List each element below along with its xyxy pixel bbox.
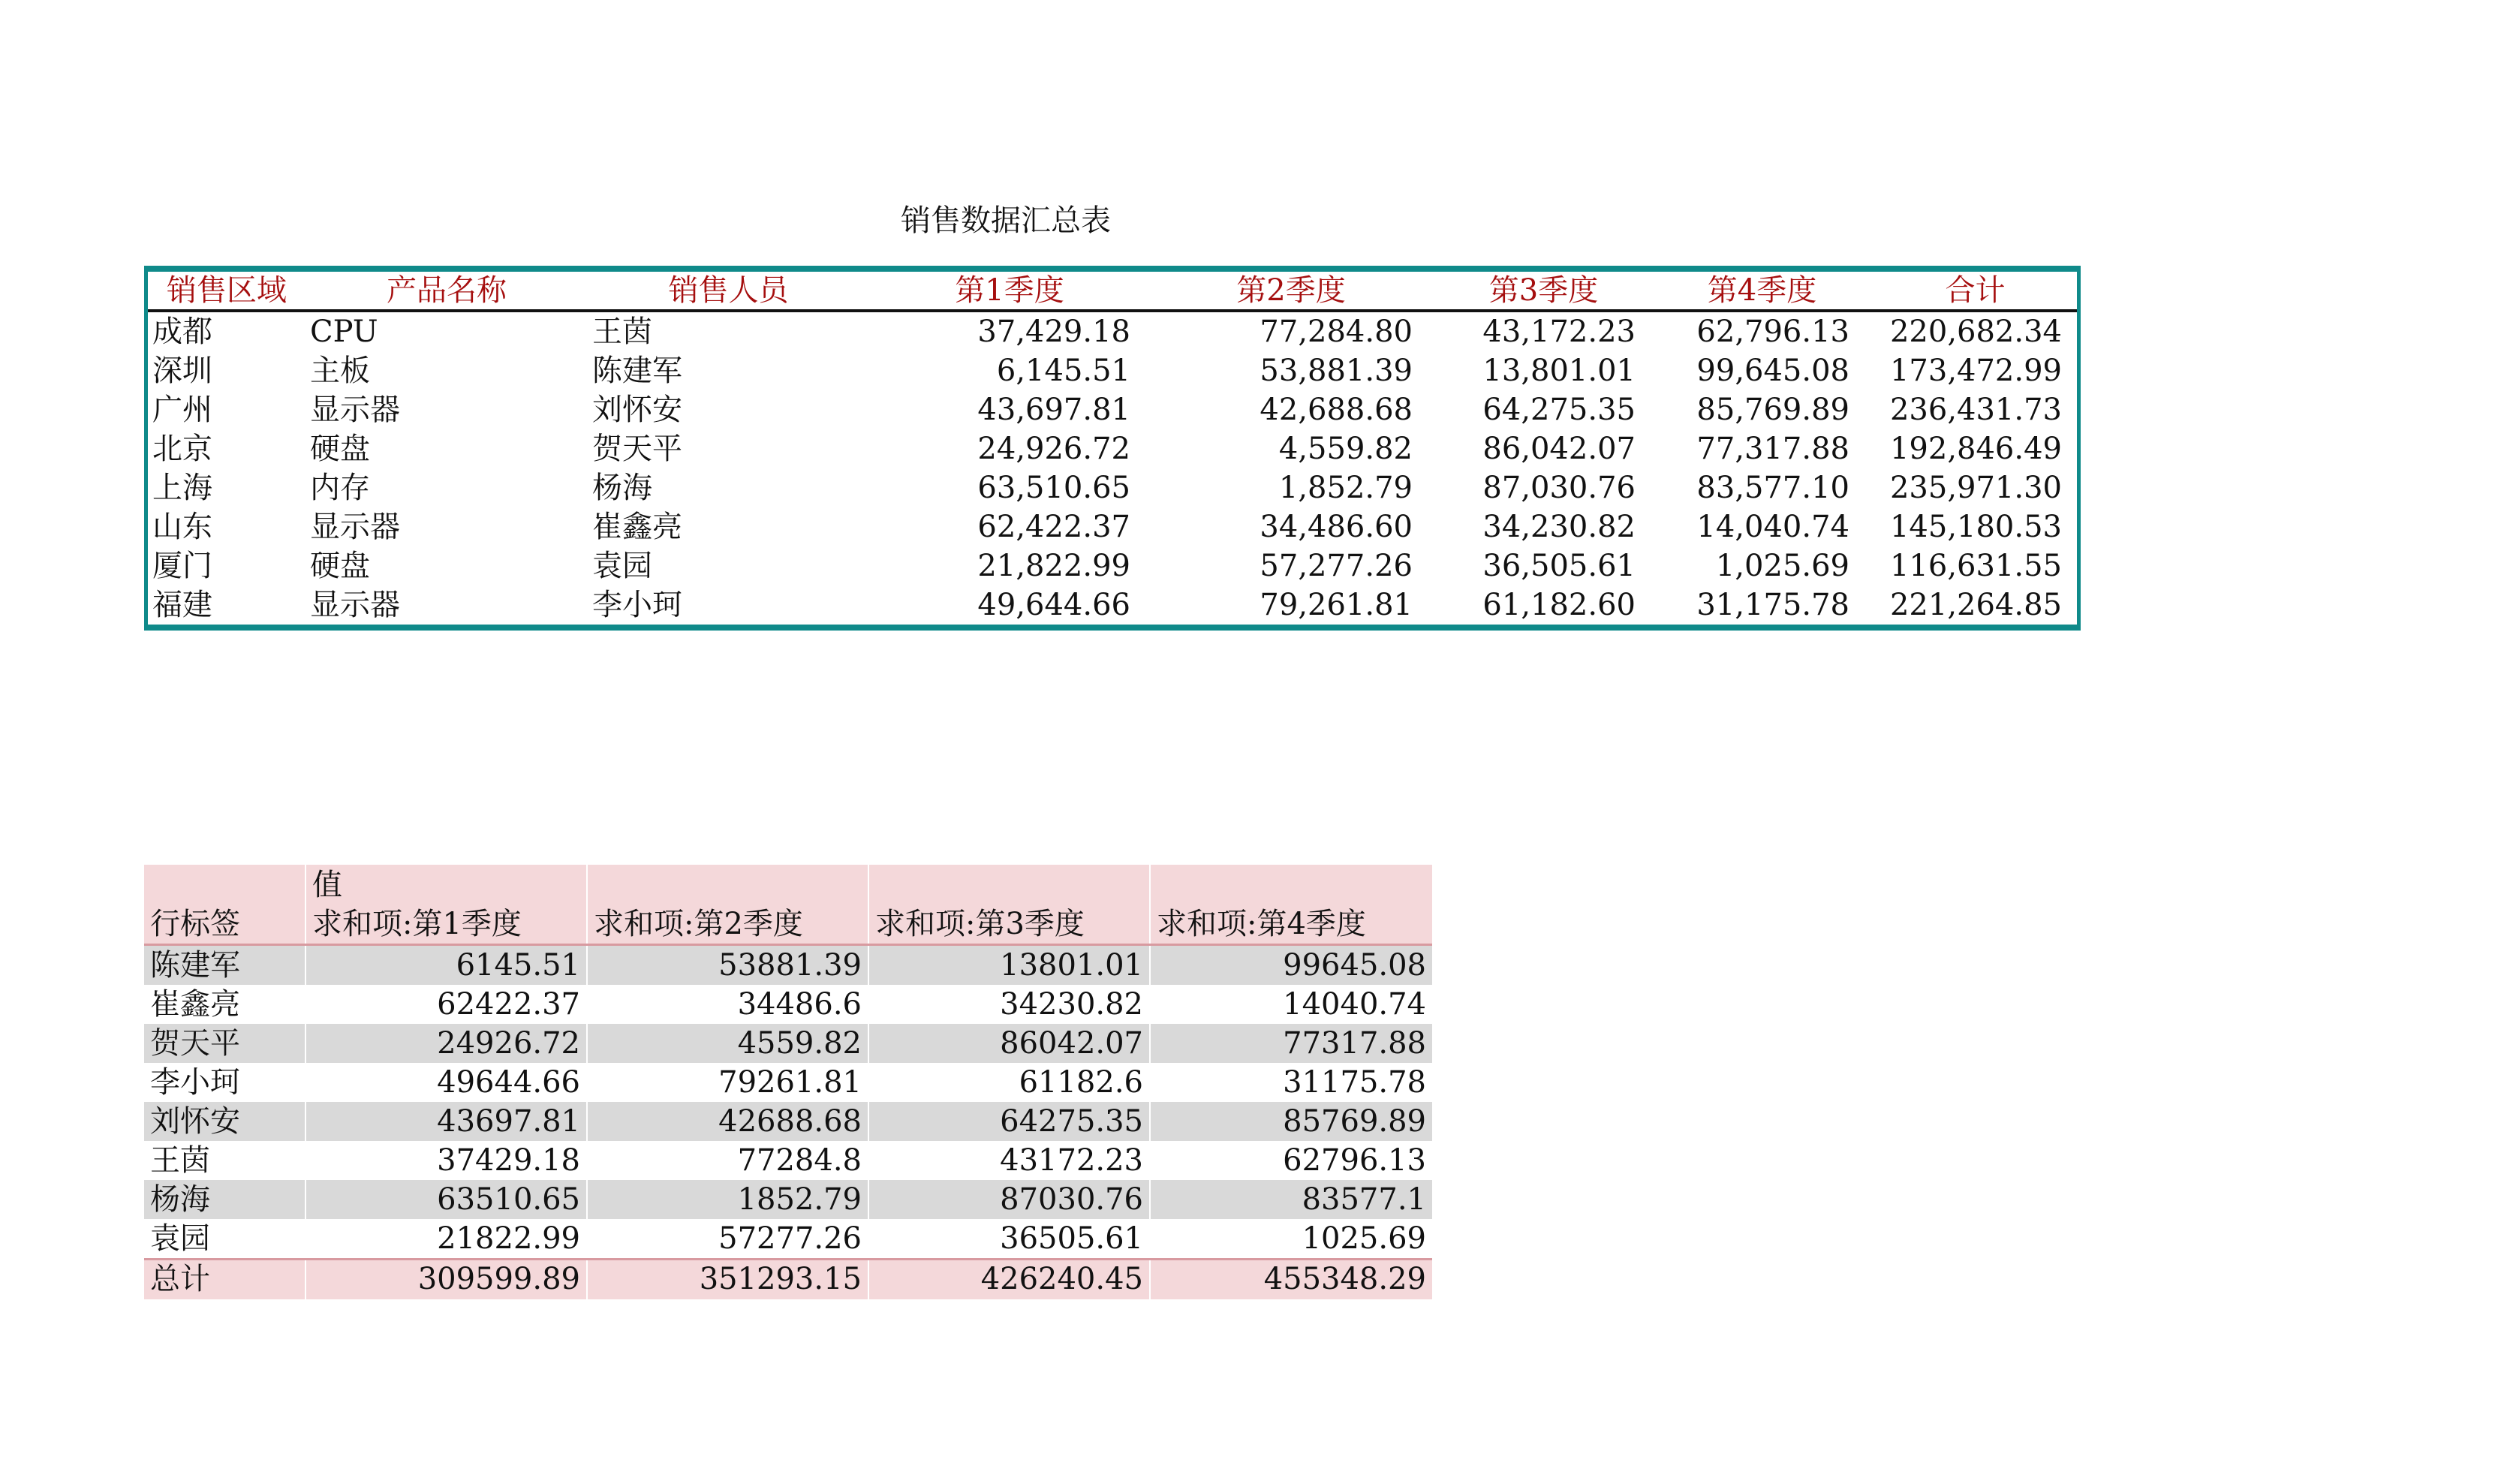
summary-cell[interactable]: 袁园 xyxy=(592,549,652,583)
pivot-value-cell[interactable]: 36505.61 xyxy=(869,1219,1151,1258)
summary-cell[interactable]: 42,688.68 xyxy=(1260,393,1413,427)
pivot-value-cell[interactable]: 14040.74 xyxy=(1151,985,1432,1024)
pivot-value-cell[interactable]: 79261.81 xyxy=(588,1063,869,1102)
pivot-value-cell[interactable]: 83577.1 xyxy=(1151,1180,1432,1219)
pivot-value-cell[interactable]: 42688.68 xyxy=(588,1102,869,1141)
pivot-row-label[interactable]: 崔鑫亮 xyxy=(144,985,306,1024)
pivot-value-cell[interactable]: 64275.35 xyxy=(869,1102,1151,1141)
summary-cell[interactable]: 硬盘 xyxy=(310,549,370,583)
pivot-row-label-header-text: 行标签 xyxy=(150,907,240,941)
summary-cell[interactable]: 77,284.80 xyxy=(1260,315,1413,349)
pivot-header-cell[interactable] xyxy=(1151,865,1432,944)
summary-cell[interactable]: 57,277.26 xyxy=(1260,549,1413,583)
summary-cell[interactable]: 220,682.34 xyxy=(1889,315,2062,349)
pivot-value-cell[interactable]: 49644.66 xyxy=(306,1063,588,1102)
pivot-value-cell[interactable]: 87030.76 xyxy=(869,1180,1151,1219)
pivot-value-cell[interactable]: 34230.82 xyxy=(869,985,1151,1024)
pivot-value-cell[interactable]: 61182.6 xyxy=(869,1063,1151,1102)
header-cell[interactable]: 销售区域 xyxy=(167,273,287,308)
summary-cell[interactable]: 杨海 xyxy=(592,471,652,505)
summary-row xyxy=(148,546,2077,585)
summary-cell[interactable]: 221,264.85 xyxy=(1889,588,2062,622)
pivot-row-label[interactable]: 王茵 xyxy=(144,1141,306,1180)
summary-cell[interactable]: 236,431.73 xyxy=(1889,393,2062,427)
summary-cell[interactable]: 21,822.99 xyxy=(977,549,1130,583)
summary-cell[interactable]: 87,030.76 xyxy=(1482,471,1636,505)
pivot-total-cell[interactable]: 351293.15 xyxy=(588,1260,869,1299)
summary-cell[interactable]: 13,801.01 xyxy=(1482,354,1636,388)
summary-cell[interactable]: 34,230.82 xyxy=(1482,510,1636,544)
pivot-value-cell[interactable]: 53881.39 xyxy=(588,946,869,985)
summary-cell[interactable]: 崔鑫亮 xyxy=(592,510,682,544)
pivot-value-cell[interactable]: 6145.51 xyxy=(306,946,588,985)
pivot-row-label[interactable]: 陈建军 xyxy=(144,946,306,985)
pivot-header-cell[interactable] xyxy=(306,865,588,944)
pivot-row xyxy=(144,985,1432,1024)
header-cell[interactable]: 第1季度 xyxy=(955,273,1064,308)
summary-cell[interactable]: 上海 xyxy=(152,471,212,505)
pivot-row-label[interactable]: 杨海 xyxy=(144,1180,306,1219)
summary-cell[interactable]: 陈建军 xyxy=(592,354,682,388)
pivot-row xyxy=(144,1024,1432,1063)
summary-cell[interactable]: 49,644.66 xyxy=(977,588,1130,622)
summary-cell[interactable]: 36,505.61 xyxy=(1482,549,1636,583)
pivot-value-cell[interactable]: 99645.08 xyxy=(1151,946,1432,985)
pivot-row-label[interactable]: 刘怀安 xyxy=(144,1102,306,1141)
header-cell[interactable]: 销售人员 xyxy=(668,273,789,308)
pivot-total-cell[interactable]: 309599.89 xyxy=(306,1260,588,1299)
pivot-total-row xyxy=(144,1258,1432,1299)
summary-cell[interactable]: 14,040.74 xyxy=(1696,510,1849,544)
summary-cell[interactable]: 刘怀安 xyxy=(592,393,682,427)
pivot-value-cell[interactable]: 57277.26 xyxy=(588,1219,869,1258)
pivot-header-text: 求和项:第4季度 xyxy=(1157,907,1366,941)
summary-cell[interactable]: 64,275.35 xyxy=(1482,393,1636,427)
pivot-value-cell[interactable]: 1025.69 xyxy=(1151,1219,1432,1258)
pivot-total-cell[interactable]: 426240.45 xyxy=(869,1260,1151,1299)
summary-cell[interactable]: 成都 xyxy=(152,315,212,349)
summary-cell[interactable]: 硬盘 xyxy=(310,432,370,466)
pivot-header-cell[interactable] xyxy=(869,865,1151,944)
summary-cell[interactable]: 显示器 xyxy=(310,510,400,544)
summary-cell[interactable]: 31,175.78 xyxy=(1696,588,1849,622)
summary-cell[interactable]: 116,631.55 xyxy=(1889,549,2062,583)
header-cell[interactable]: 第3季度 xyxy=(1488,273,1599,308)
summary-cell[interactable]: 4,559.82 xyxy=(1278,432,1413,466)
summary-cell[interactable]: 83,577.10 xyxy=(1696,471,1849,505)
summary-cell[interactable]: 显示器 xyxy=(310,393,400,427)
summary-cell[interactable]: 77,317.88 xyxy=(1696,432,1849,466)
pivot-row-label[interactable]: 袁园 xyxy=(144,1219,306,1258)
pivot-value-cell[interactable]: 85769.89 xyxy=(1151,1102,1432,1141)
summary-cell[interactable]: 内存 xyxy=(310,471,370,505)
pivot-header-text: 求和项:第2季度 xyxy=(594,907,803,941)
summary-row xyxy=(148,429,2077,468)
pivot-value-cell[interactable]: 43697.81 xyxy=(306,1102,588,1141)
pivot-value-cell[interactable]: 86042.07 xyxy=(869,1024,1151,1063)
pivot-row-label-header[interactable] xyxy=(144,865,306,944)
pivot-total-label[interactable]: 总计 xyxy=(144,1260,306,1299)
summary-cell[interactable]: 王茵 xyxy=(592,315,652,349)
pivot-header-row xyxy=(144,865,1432,946)
summary-cell[interactable]: 63,510.65 xyxy=(977,471,1130,505)
summary-row xyxy=(148,468,2077,507)
summary-cell[interactable]: 43,172.23 xyxy=(1482,315,1636,349)
pivot-value-cell[interactable]: 37429.18 xyxy=(306,1141,588,1180)
summary-cell[interactable]: 61,182.60 xyxy=(1482,588,1636,622)
summary-cell[interactable]: 主板 xyxy=(310,354,370,388)
summary-cell[interactable]: 李小珂 xyxy=(592,588,682,622)
pivot-value-cell[interactable]: 77317.88 xyxy=(1151,1024,1432,1063)
pivot-row-label[interactable]: 贺天平 xyxy=(144,1024,306,1063)
pivot-header-text: 求和项:第1季度 xyxy=(312,907,522,941)
pivot-value-cell[interactable]: 21822.99 xyxy=(306,1219,588,1258)
summary-cell[interactable]: 173,472.99 xyxy=(1889,354,2062,388)
summary-cell[interactable]: 福建 xyxy=(152,588,212,622)
summary-cell[interactable]: 北京 xyxy=(152,432,212,466)
summary-cell[interactable]: 6,145.51 xyxy=(996,354,1130,388)
pivot-row xyxy=(144,1063,1432,1102)
header-cell[interactable]: 第4季度 xyxy=(1707,273,1817,308)
summary-cell[interactable]: 贺天平 xyxy=(592,432,682,466)
pivot-value-cell[interactable]: 62796.13 xyxy=(1151,1141,1432,1180)
pivot-value-cell[interactable]: 34486.6 xyxy=(588,985,869,1024)
summary-cell[interactable]: 34,486.60 xyxy=(1260,510,1413,544)
summary-cell[interactable]: 62,796.13 xyxy=(1696,315,1849,349)
pivot-value-cell[interactable]: 77284.8 xyxy=(588,1141,869,1180)
summary-cell[interactable]: 山东 xyxy=(152,510,212,544)
summary-row xyxy=(148,507,2077,546)
summary-cell[interactable]: 53,881.39 xyxy=(1260,354,1413,388)
summary-row xyxy=(148,390,2077,429)
pivot-value-cell[interactable]: 1852.79 xyxy=(588,1180,869,1219)
summary-cell[interactable]: 86,042.07 xyxy=(1482,432,1636,466)
summary-cell[interactable]: 235,971.30 xyxy=(1889,471,2062,505)
summary-cell[interactable]: 43,697.81 xyxy=(977,393,1130,427)
pivot-value-cell[interactable]: 31175.78 xyxy=(1151,1063,1432,1102)
summary-cell[interactable]: 37,429.18 xyxy=(977,315,1130,349)
pivot-row xyxy=(144,1141,1432,1180)
summary-cell[interactable]: 79,261.81 xyxy=(1260,588,1413,622)
summary-cell[interactable]: 145,180.53 xyxy=(1889,510,2062,544)
summary-row xyxy=(148,585,2077,625)
pivot-header-cell[interactable] xyxy=(588,865,869,944)
pivot-table xyxy=(144,865,1432,1299)
summary-row xyxy=(148,312,2077,351)
header-cell[interactable]: 产品名称 xyxy=(387,273,507,308)
summary-cell[interactable]: 显示器 xyxy=(310,588,400,622)
summary-cell[interactable]: 1,025.69 xyxy=(1715,549,1849,583)
pivot-total-cell[interactable]: 455348.29 xyxy=(1263,1262,1426,1296)
header-cell[interactable]: 合计 xyxy=(1945,273,2006,308)
summary-cell[interactable]: 深圳 xyxy=(152,354,212,388)
pivot-row xyxy=(144,1180,1432,1219)
summary-cell[interactable]: 192,846.49 xyxy=(1889,432,2062,466)
header-cell[interactable]: 第2季度 xyxy=(1236,273,1346,308)
summary-cell[interactable]: 62,422.37 xyxy=(977,510,1130,544)
pivot-value-cell[interactable]: 13801.01 xyxy=(869,946,1151,985)
pivot-row xyxy=(144,946,1432,985)
pivot-value-cell[interactable]: 4559.82 xyxy=(588,1024,869,1063)
pivot-header-text: 求和项:第3季度 xyxy=(875,907,1085,941)
summary-cell[interactable]: CPU xyxy=(310,315,378,349)
pivot-value-cell[interactable]: 24926.72 xyxy=(306,1024,588,1063)
summary-cell[interactable]: 1,852.79 xyxy=(1278,471,1413,505)
pivot-value-cell[interactable]: 62422.37 xyxy=(306,985,588,1024)
summary-cell[interactable]: 广州 xyxy=(152,393,212,427)
sheet-title: 销售数据汇总表 xyxy=(901,203,1111,238)
pivot-values-label: 值 xyxy=(312,868,342,902)
summary-cell[interactable]: 厦门 xyxy=(152,549,212,583)
summary-cell[interactable]: 24,926.72 xyxy=(977,432,1130,466)
summary-cell[interactable]: 85,769.89 xyxy=(1696,393,1849,427)
summary-row xyxy=(148,351,2077,390)
summary-header-row xyxy=(148,272,2077,312)
pivot-row-label[interactable]: 李小珂 xyxy=(144,1063,306,1102)
pivot-row xyxy=(144,1219,1432,1258)
pivot-value-cell[interactable]: 63510.65 xyxy=(306,1180,588,1219)
summary-cell[interactable]: 99,645.08 xyxy=(1696,354,1849,388)
pivot-row xyxy=(144,1102,1432,1141)
sales-summary-table xyxy=(144,266,2081,631)
pivot-value-cell[interactable]: 43172.23 xyxy=(869,1141,1151,1180)
